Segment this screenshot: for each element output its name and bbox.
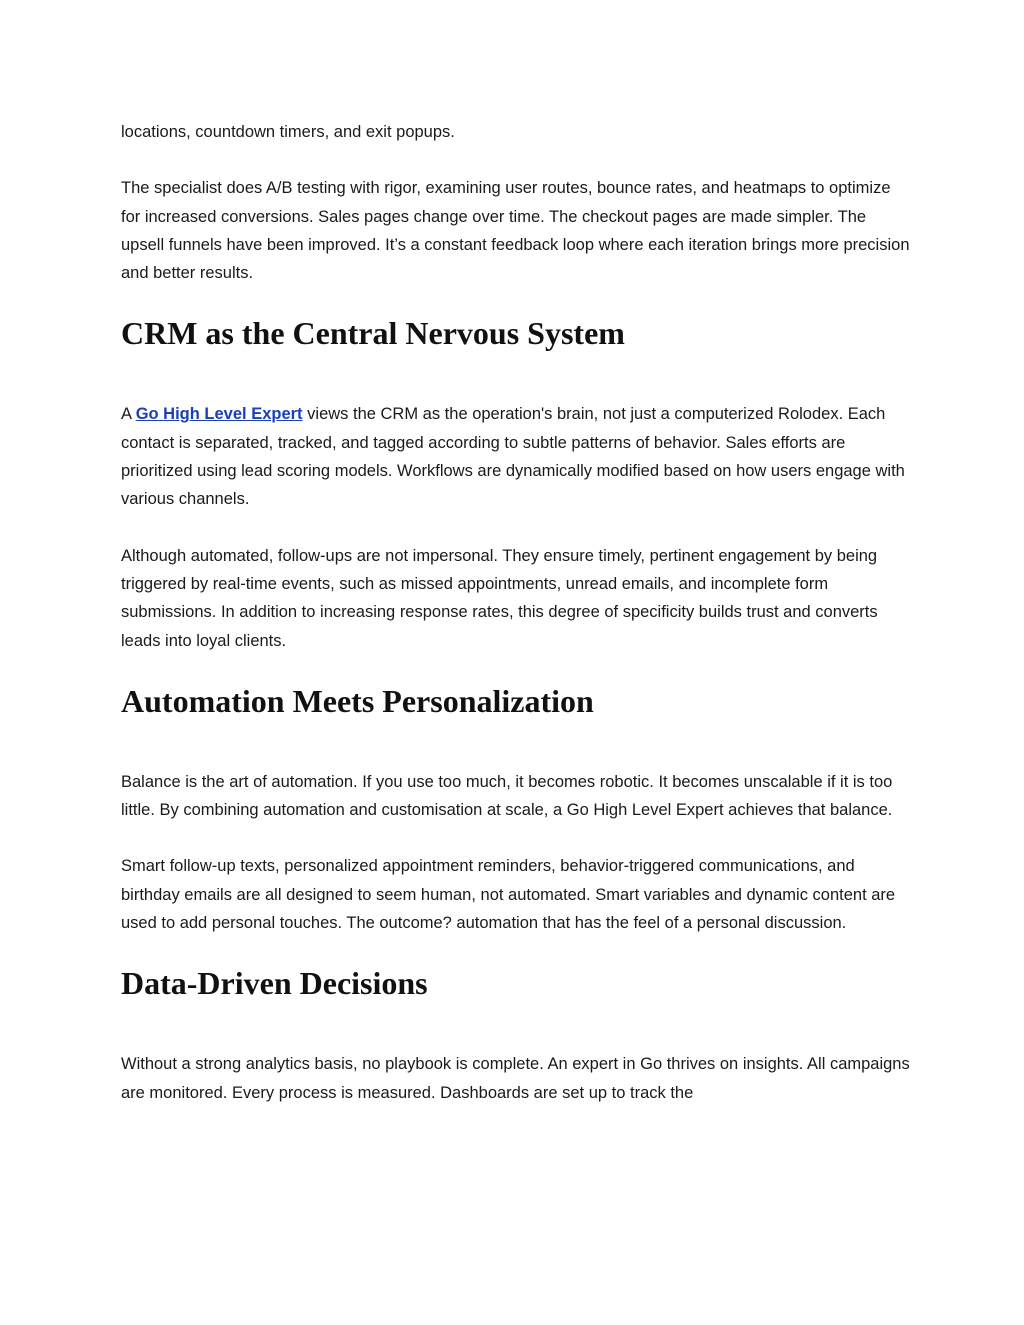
document-page xyxy=(121,118,911,1107)
heading-crm-central-nervous-system: CRM as the Central Nervous System xyxy=(121,315,625,352)
paragraph-crm-brain xyxy=(121,400,911,513)
paragraph-ab-testing: The specialist does A/B testing with rigor, examining user routes, bounce rates, and heatmaps to optimize for increased conversions. Sales pages change over time. The checkout pages are made simpler. The upsell funnels have been improved. It’s a constant feedback loop where each iteration brings more precision and better results. xyxy=(121,179,910,283)
paragraph-crm-brain-suffix: views the CRM as the operation's brain, not just a computerized Rolodex. Each contact is separated, tracked, and tagged according to subtle patterns of behavior. Sales efforts are prioritized using lead scoring models. Workflows are dynamically modified based on how users engage with various channels. xyxy=(121,405,905,509)
paragraph-exit-popups: locations, countdown timers, and exit popups. xyxy=(121,123,455,141)
heading-data-driven-decisions: Data-Driven Decisions xyxy=(121,965,428,1002)
paragraph-smart-follow-up: Smart follow-up texts, personalized appointment reminders, behavior-triggered communications, and birthday emails are all designed to seem human, not automated. Smart variables and dynamic content are used to add personal touches. The outcome? automation that has the feel of a personal discussion. xyxy=(121,857,896,933)
heading-automation-personalization: Automation Meets Personalization xyxy=(121,682,594,719)
paragraph-balance: Balance is the art of automation. If you use too much, it becomes robotic. It becomes unscalable if it is too little. By combining automation and customisation at scale, a Go High Level Expert achieves that balance. xyxy=(121,772,893,820)
paragraph-follow-ups: Although automated, follow-ups are not impersonal. They ensure timely, pertinent engagement by being triggered by real-time events, such as missed appointments, unread emails, and incomplete form submissions. In addition to increasing response rates, this degree of specificity builds trust and converts leads into loyal clients. xyxy=(121,546,878,650)
paragraph-crm-brain-prefix: A xyxy=(121,405,136,424)
go-high-level-expert-link[interactable]: Go High Level Expert xyxy=(135,405,303,424)
paragraph-analytics: Without a strong analytics basis, no playbook is complete. An expert in Go thrives on insights. All campaigns are monitored. Every process is measured. Dashboards are set up to track the xyxy=(121,1055,910,1102)
